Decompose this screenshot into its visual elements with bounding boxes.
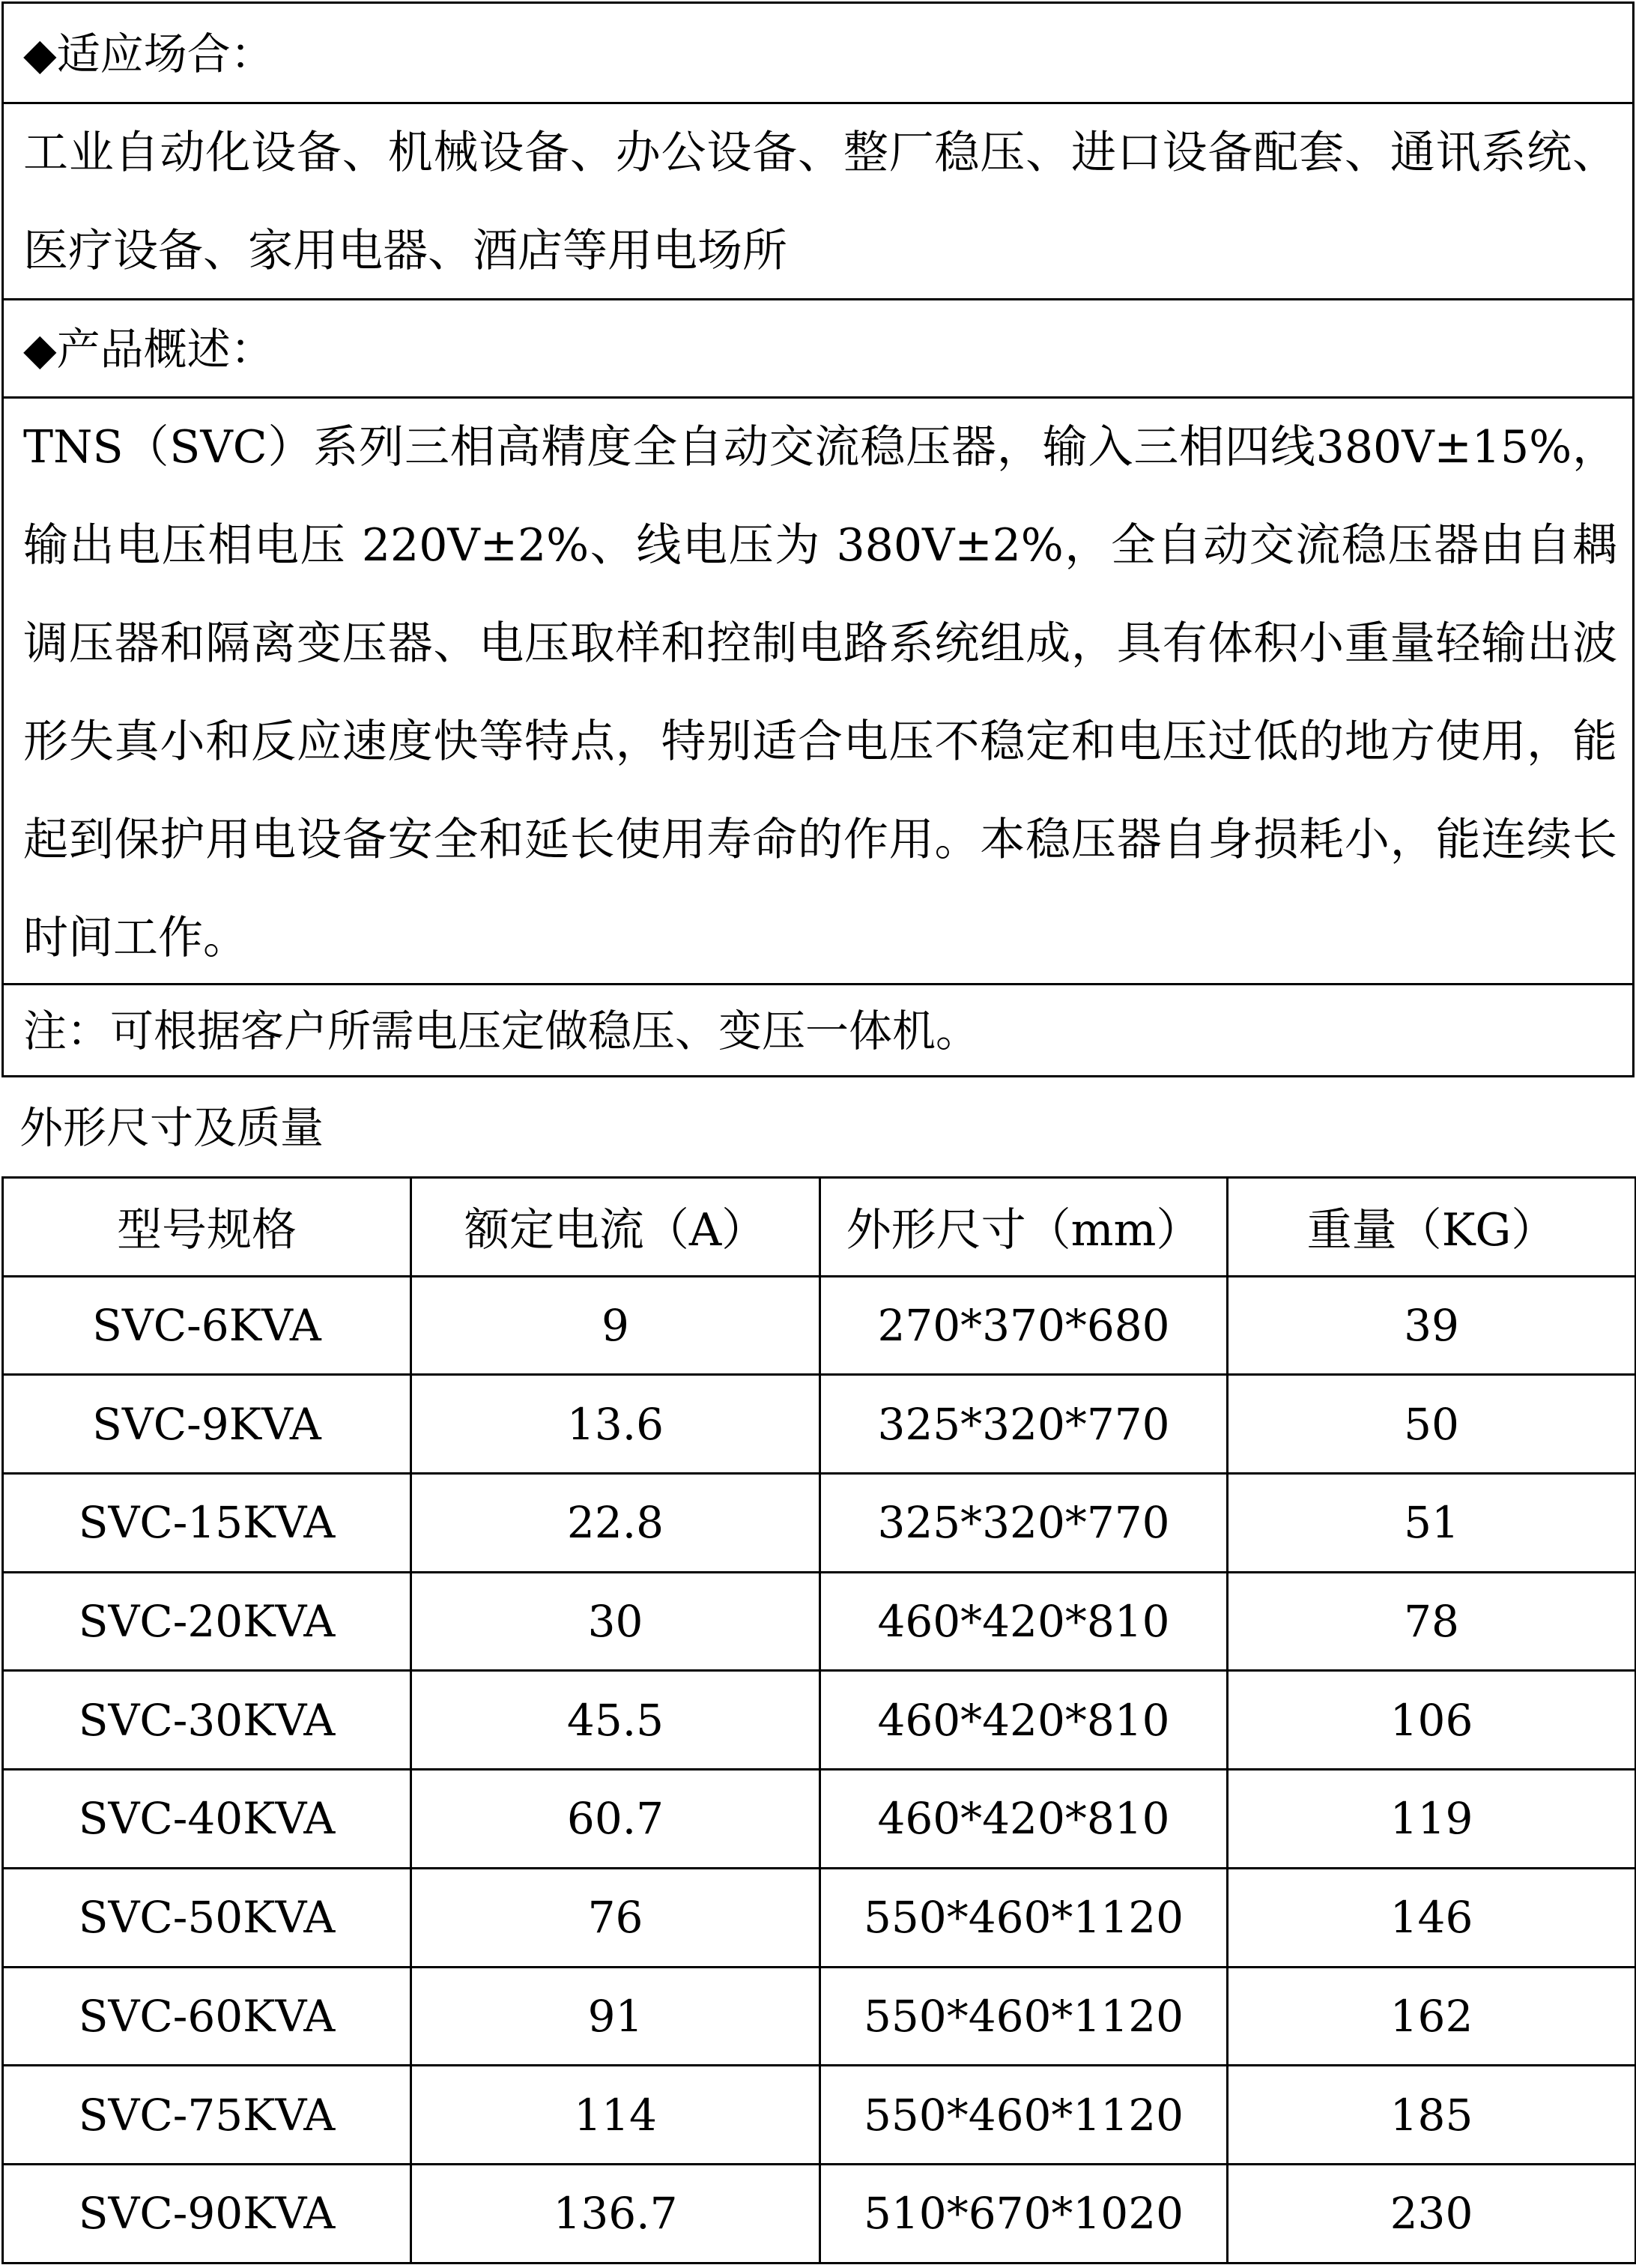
cell-current: 45.5 (411, 1671, 820, 1770)
cell-model: SVC-40KVA (3, 1770, 411, 1869)
cell-current: 114 (411, 2066, 820, 2165)
applicable-text: 工业自动化设备、机械设备、办公设备、整厂稳压、进口设备配套、通讯系统、医疗设备、家用电器、酒店等用电场所 (23, 127, 1617, 277)
table-row (3, 2066, 1636, 2165)
cell-dimensions: 460*420*810 (820, 1770, 1228, 1869)
cell-weight: 51 (1228, 1474, 1636, 1573)
cell-dimensions: 460*420*810 (820, 1671, 1228, 1770)
cell-model: SVC-30KVA (3, 1671, 411, 1770)
table-row (3, 1276, 1636, 1375)
cell-current: 13.6 (411, 1375, 820, 1474)
cell-weight: 119 (1228, 1770, 1636, 1869)
table-row (3, 1967, 1636, 2066)
overview-text: TNS（SVC）系列三相高精度全自动交流稳压器，输入三相四线380V±15%，输出电压相电压 220V±2%、线电压为 380V±2%，全自动交流稳压器由自耦调压器和隔离变压器、电压取样和控制电路系统组成，具有体积小重量轻输出波形失真小和反应速度快等特点，特别适合电压不稳定和电压过低的地方使用，能起到保护用电设备安全和延长使用寿命的作用。本稳压器自身损耗小，能连续长时间工作。 (23, 421, 1617, 964)
note-row (4, 983, 1632, 1080)
cell-current: 60.7 (411, 1770, 820, 1869)
table-row (3, 1375, 1636, 1474)
cell-current: 91 (411, 1967, 820, 2066)
info-box (1, 1, 1635, 1077)
cell-weight: 185 (1228, 2066, 1636, 2165)
cell-model: SVC-6KVA (3, 1276, 411, 1375)
applicable-body-row (4, 102, 1632, 298)
overview-heading: ◆产品概述： (23, 324, 274, 375)
cell-current: 9 (411, 1276, 820, 1375)
cell-dimensions: 460*420*810 (820, 1572, 1228, 1671)
header-dimensions: 外形尺寸（mm） (820, 1178, 1228, 1277)
spec-table (1, 1176, 1636, 2264)
cell-weight: 146 (1228, 1868, 1636, 1967)
cell-model: SVC-90KVA (3, 2164, 411, 2263)
cell-weight: 39 (1228, 1276, 1636, 1375)
table-row (3, 1671, 1636, 1770)
cell-model: SVC-50KVA (3, 1868, 411, 1967)
cell-dimensions: 270*370*680 (820, 1276, 1228, 1375)
table-row (3, 1868, 1636, 1967)
cell-dimensions: 325*320*770 (820, 1474, 1228, 1573)
cell-dimensions: 510*670*1020 (820, 2164, 1228, 2263)
header-model: 型号规格 (3, 1178, 411, 1277)
table-row (3, 2164, 1636, 2263)
cell-model: SVC-15KVA (3, 1474, 411, 1573)
cell-model: SVC-75KVA (3, 2066, 411, 2165)
table-row (3, 1474, 1636, 1573)
cell-weight: 230 (1228, 2164, 1636, 2263)
applicable-heading-row (4, 4, 1632, 102)
cell-model: SVC-60KVA (3, 1967, 411, 2066)
table-row (3, 1572, 1636, 1671)
cell-current: 22.8 (411, 1474, 820, 1573)
cell-dimensions: 550*460*1120 (820, 2066, 1228, 2165)
cell-weight: 106 (1228, 1671, 1636, 1770)
cell-current: 76 (411, 1868, 820, 1967)
cell-weight: 162 (1228, 1967, 1636, 2066)
overview-body-row (4, 396, 1632, 983)
applicable-heading: ◆适应场合： (23, 28, 274, 79)
cell-weight: 50 (1228, 1375, 1636, 1474)
header-current: 额定电流（A） (411, 1178, 820, 1277)
header-weight: 重量（KG） (1228, 1178, 1636, 1277)
cell-current: 30 (411, 1572, 820, 1671)
cell-dimensions: 550*460*1120 (820, 1967, 1228, 2066)
cell-dimensions: 550*460*1120 (820, 1868, 1228, 1967)
cell-model: SVC-9KVA (3, 1375, 411, 1474)
cell-model: SVC-20KVA (3, 1572, 411, 1671)
note-text: 注：可根据客户所需电压定做稳压、变压一体机。 (23, 1006, 980, 1056)
cell-dimensions: 325*320*770 (820, 1375, 1228, 1474)
table-caption: 外形尺寸及质量 (19, 1102, 324, 1153)
overview-heading-row (4, 298, 1632, 396)
cell-current: 136.7 (411, 2164, 820, 2263)
cell-weight: 78 (1228, 1572, 1636, 1671)
table-header-row (3, 1178, 1636, 1277)
table-row (3, 1770, 1636, 1869)
